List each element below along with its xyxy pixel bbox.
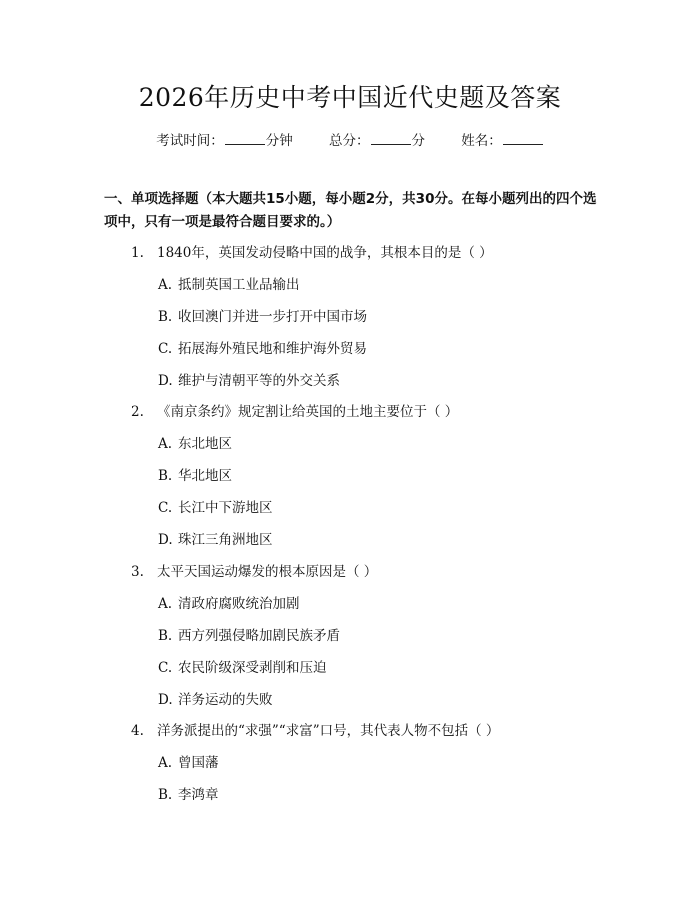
option-2a xyxy=(158,434,232,454)
time-blank xyxy=(225,130,265,145)
option-1c xyxy=(158,339,367,359)
option-letter: D. xyxy=(158,532,173,548)
question-number: 2. xyxy=(131,404,144,420)
option-4b xyxy=(158,785,219,805)
exam-info-row xyxy=(0,130,700,151)
option-text: 洋务运动的失败 xyxy=(178,692,273,708)
option-letter: B. xyxy=(158,787,173,803)
option-letter: D. xyxy=(158,692,173,708)
question-number: 3. xyxy=(131,564,144,580)
name-blank xyxy=(503,130,543,145)
option-text: 长江中下游地区 xyxy=(178,500,273,516)
option-text: 收回澳门并进一步打开中国市场 xyxy=(178,309,367,325)
score-unit: 分 xyxy=(411,133,425,149)
option-text: 李鸿章 xyxy=(178,787,219,803)
time-unit: 分钟 xyxy=(265,133,293,149)
option-text: 清政府腐败统治加剧 xyxy=(178,596,300,612)
question-4 xyxy=(131,721,499,741)
option-letter: B. xyxy=(158,628,173,644)
option-text: 拓展海外殖民地和维护海外贸易 xyxy=(178,341,367,357)
option-text: 抵制英国工业品输出 xyxy=(178,277,300,293)
option-3a xyxy=(158,594,300,614)
option-letter: A. xyxy=(158,755,173,771)
total-score-field xyxy=(329,130,425,151)
question-2 xyxy=(131,402,458,422)
option-letter: C. xyxy=(158,660,173,676)
name-label: 姓名： xyxy=(461,133,502,149)
option-1d xyxy=(158,371,340,391)
name-field xyxy=(461,130,544,151)
option-3d xyxy=(158,690,273,710)
option-text: 西方列强侵略加剧民族矛盾 xyxy=(178,628,340,644)
option-3c xyxy=(158,658,327,678)
page-title: 2026年历史中考中国近代史题及答案 xyxy=(138,83,562,112)
option-text: 华北地区 xyxy=(178,468,232,484)
option-text: 珠江三角洲地区 xyxy=(178,532,273,548)
option-2c xyxy=(158,498,273,518)
option-letter: A. xyxy=(158,436,173,452)
question-text: 洋务派提出的“求强”“求富”口号，其代表人物不包括（ ） xyxy=(157,723,500,739)
option-1b xyxy=(158,307,367,327)
time-label: 考试时间： xyxy=(156,133,224,149)
question-3 xyxy=(131,562,377,582)
question-number: 1. xyxy=(131,245,144,261)
option-letter: A. xyxy=(158,596,173,612)
option-2b xyxy=(158,466,232,486)
question-1 xyxy=(131,243,493,263)
exam-time-field xyxy=(156,130,293,151)
option-text: 东北地区 xyxy=(178,436,232,452)
option-1a xyxy=(158,275,300,295)
option-text: 农民阶级深受剥削和压迫 xyxy=(178,660,327,676)
option-letter: B. xyxy=(158,309,173,325)
option-letter: A. xyxy=(158,277,173,293)
option-text: 维护与清朝平等的外交关系 xyxy=(178,373,340,389)
option-letter: C. xyxy=(158,341,173,357)
option-letter: B. xyxy=(158,468,173,484)
option-letter: C. xyxy=(158,500,173,516)
question-number: 4. xyxy=(131,723,144,739)
question-text: 太平天国运动爆发的根本原因是（ ） xyxy=(157,564,378,580)
option-text: 曾国藩 xyxy=(178,755,219,771)
question-text: 1840年，英国发动侵略中国的战争，其根本目的是（ ） xyxy=(157,245,493,261)
score-blank xyxy=(371,130,411,145)
option-letter: D. xyxy=(158,373,173,389)
section-heading: 一、单项选择题（本大题共15小题，每小题2分，共30分。在每小题列出的四个选项中，只有一项是最符合题目要求的。） xyxy=(104,191,597,230)
option-3b xyxy=(158,626,340,646)
option-2d xyxy=(158,530,273,550)
option-4a xyxy=(158,753,219,773)
score-label: 总分： xyxy=(329,133,370,149)
question-text: 《南京条约》规定割让给英国的土地主要位于（ ） xyxy=(157,404,459,420)
